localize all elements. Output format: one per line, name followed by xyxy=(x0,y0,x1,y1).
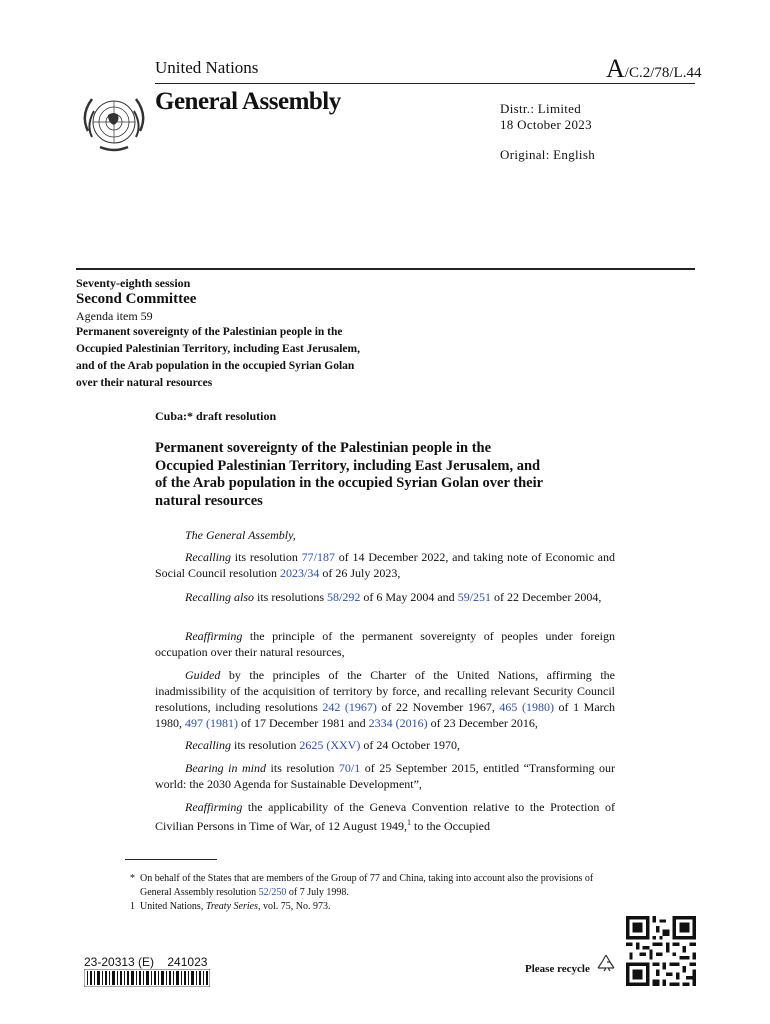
paragraph-text: to the Occupied xyxy=(411,819,490,833)
paragraph-text: of 25 September 2015, entitled “Transforming our world: the 2030 Agenda for Sustainable Development”, xyxy=(155,761,615,791)
opening-text: The General Assembly, xyxy=(185,528,296,542)
general-assembly-title: General Assembly xyxy=(155,88,341,115)
resolution-title-line: of the Arab population in the occupied Syrian Golan over their xyxy=(155,475,544,491)
paragraph-text: the principle of the permanent sovereignty of peoples under foreign occupation over their natural resources, xyxy=(155,629,615,659)
preamble-paragraph-6 xyxy=(155,760,615,792)
committee: Second Committee xyxy=(76,291,197,307)
agenda-title-line: Permanent sovereignty of the Palestinian people in the xyxy=(76,326,343,338)
preamble-paragraph-2 xyxy=(155,589,615,605)
please-recycle: Please recycle xyxy=(525,963,590,975)
recycle-icon xyxy=(594,952,618,976)
header-rule xyxy=(155,83,695,84)
paragraph-text: of 14 December 2022, and taking note of Economic and Social Council resolution xyxy=(155,550,616,580)
agenda-title-line: and of the Arab population in the occupied Syrian Golan xyxy=(76,360,355,372)
resolution-link[interactable]: 2625 (XXV) xyxy=(299,738,361,752)
footnote-text: Treaty Series xyxy=(205,901,258,912)
preamble-opening xyxy=(155,527,615,543)
paragraph-lead: Reaffirming xyxy=(185,800,243,814)
distribution: Distr.: Limited xyxy=(500,101,582,116)
barcode-icon xyxy=(84,969,210,987)
resolution-title-line: natural resources xyxy=(155,492,263,509)
paragraph-text: its resolutions xyxy=(254,590,328,604)
agenda-item: Agenda item 59 xyxy=(76,309,153,323)
paragraph-text: its resolution xyxy=(230,550,302,564)
footnote-mark: 1 xyxy=(130,901,135,912)
resolution-link[interactable]: 77/187 xyxy=(301,550,335,564)
paragraph-text: of 17 December 1981 and xyxy=(238,716,369,730)
paragraph-lead: Reaffirming xyxy=(185,629,243,643)
resolution-link[interactable]: 52/250 xyxy=(258,887,287,898)
resolution-link[interactable]: 70/1 xyxy=(338,761,361,775)
paragraph-text: by the principles of the Charter of the United Nations, affirming the inadmissibility of the acquisition of territory by force, and recalling relevant Security Council resolutions, including resolutions xyxy=(155,668,615,714)
document-symbol xyxy=(606,54,701,84)
resolution-link[interactable]: 497 (1981) xyxy=(185,716,238,730)
preamble-paragraph-4 xyxy=(155,667,615,731)
symbol-rest: /C.2/78/L.44 xyxy=(624,65,702,81)
paragraph-text: of 26 July 2023, xyxy=(319,566,401,580)
original-language: Original: English xyxy=(500,147,596,162)
paragraph-text: the applicability of the Geneva Convention relative to the Protection of Civilian Persons in Time of War, of 12 August 1949, xyxy=(155,800,615,833)
footnote-text: United Nations, xyxy=(140,901,206,912)
resolution-link[interactable]: 2023/34 xyxy=(280,566,320,580)
paragraph-text: of 24 October 1970, xyxy=(360,738,460,752)
paragraph-lead: Guided xyxy=(185,668,221,682)
preamble-paragraph-1 xyxy=(155,549,615,581)
agenda-title xyxy=(76,324,426,392)
footnote-mark: * xyxy=(130,873,135,884)
sponsor-line: Cuba:* draft resolution xyxy=(155,409,277,423)
preamble-paragraph-3 xyxy=(155,628,615,660)
paragraph-text: of 23 December 2016, xyxy=(427,716,538,730)
agenda-title-line: Occupied Palestinian Territory, including East Jerusalem, xyxy=(76,343,360,355)
agenda-title-line: over their natural resources xyxy=(76,377,213,389)
resolution-title xyxy=(155,440,605,510)
session: Seventy-eighth session xyxy=(76,276,191,290)
resolution-title-line: Permanent sovereignty of the Palestinian people in the xyxy=(155,440,492,456)
document-number: 23-20313 (E) 241023 xyxy=(84,955,208,969)
preamble-paragraph-5 xyxy=(155,737,615,753)
footnote-text: On behalf of the States that are members of the Group of 77 and China, taking into account also the provisions of General Assembly resolution xyxy=(140,873,594,898)
un-emblem-icon xyxy=(78,91,150,155)
qr-code-icon xyxy=(626,916,696,986)
paragraph-text: of 6 May 2004 and xyxy=(360,590,458,604)
session-rule xyxy=(76,268,695,270)
footnote-1 xyxy=(130,900,620,914)
paragraph-lead: Recalling xyxy=(185,550,231,564)
paragraph-lead: Bearing in mind xyxy=(185,761,267,775)
paragraph-text: its resolution xyxy=(266,761,339,775)
footnote-text: , vol. 75, No. 973. xyxy=(257,901,331,912)
paragraph-text: its resolution xyxy=(230,738,300,752)
paragraph-lead: Recalling also xyxy=(185,590,254,604)
resolution-link[interactable]: 2334 (2016) xyxy=(368,716,428,730)
preamble-paragraph-7 xyxy=(155,799,615,834)
resolution-link[interactable]: 59/251 xyxy=(457,590,492,604)
footnote-ref: 1 xyxy=(407,818,412,827)
resolution-link[interactable]: 242 (1967) xyxy=(322,700,377,714)
paragraph-text: of 22 November 1967, xyxy=(376,700,500,714)
resolution-title-line: Occupied Palestinian Territory, including East Jerusalem, and xyxy=(155,457,541,474)
resolution-link[interactable]: 58/292 xyxy=(327,590,361,604)
organization-name: United Nations xyxy=(155,58,259,77)
resolution-link[interactable]: 465 (1980) xyxy=(499,700,554,714)
paragraph-text: of 22 December 2004, xyxy=(491,590,602,604)
document-date: 18 October 2023 xyxy=(500,117,592,132)
paragraph-lead: Recalling xyxy=(185,738,231,752)
footnote-text: of 7 July 1998. xyxy=(286,887,349,898)
paragraph-text: of 1 March 1980, xyxy=(155,700,615,730)
footnote-rule xyxy=(125,859,217,860)
symbol-prefix: A xyxy=(606,54,625,83)
distribution-block xyxy=(500,101,592,133)
footnote-star xyxy=(130,872,620,900)
